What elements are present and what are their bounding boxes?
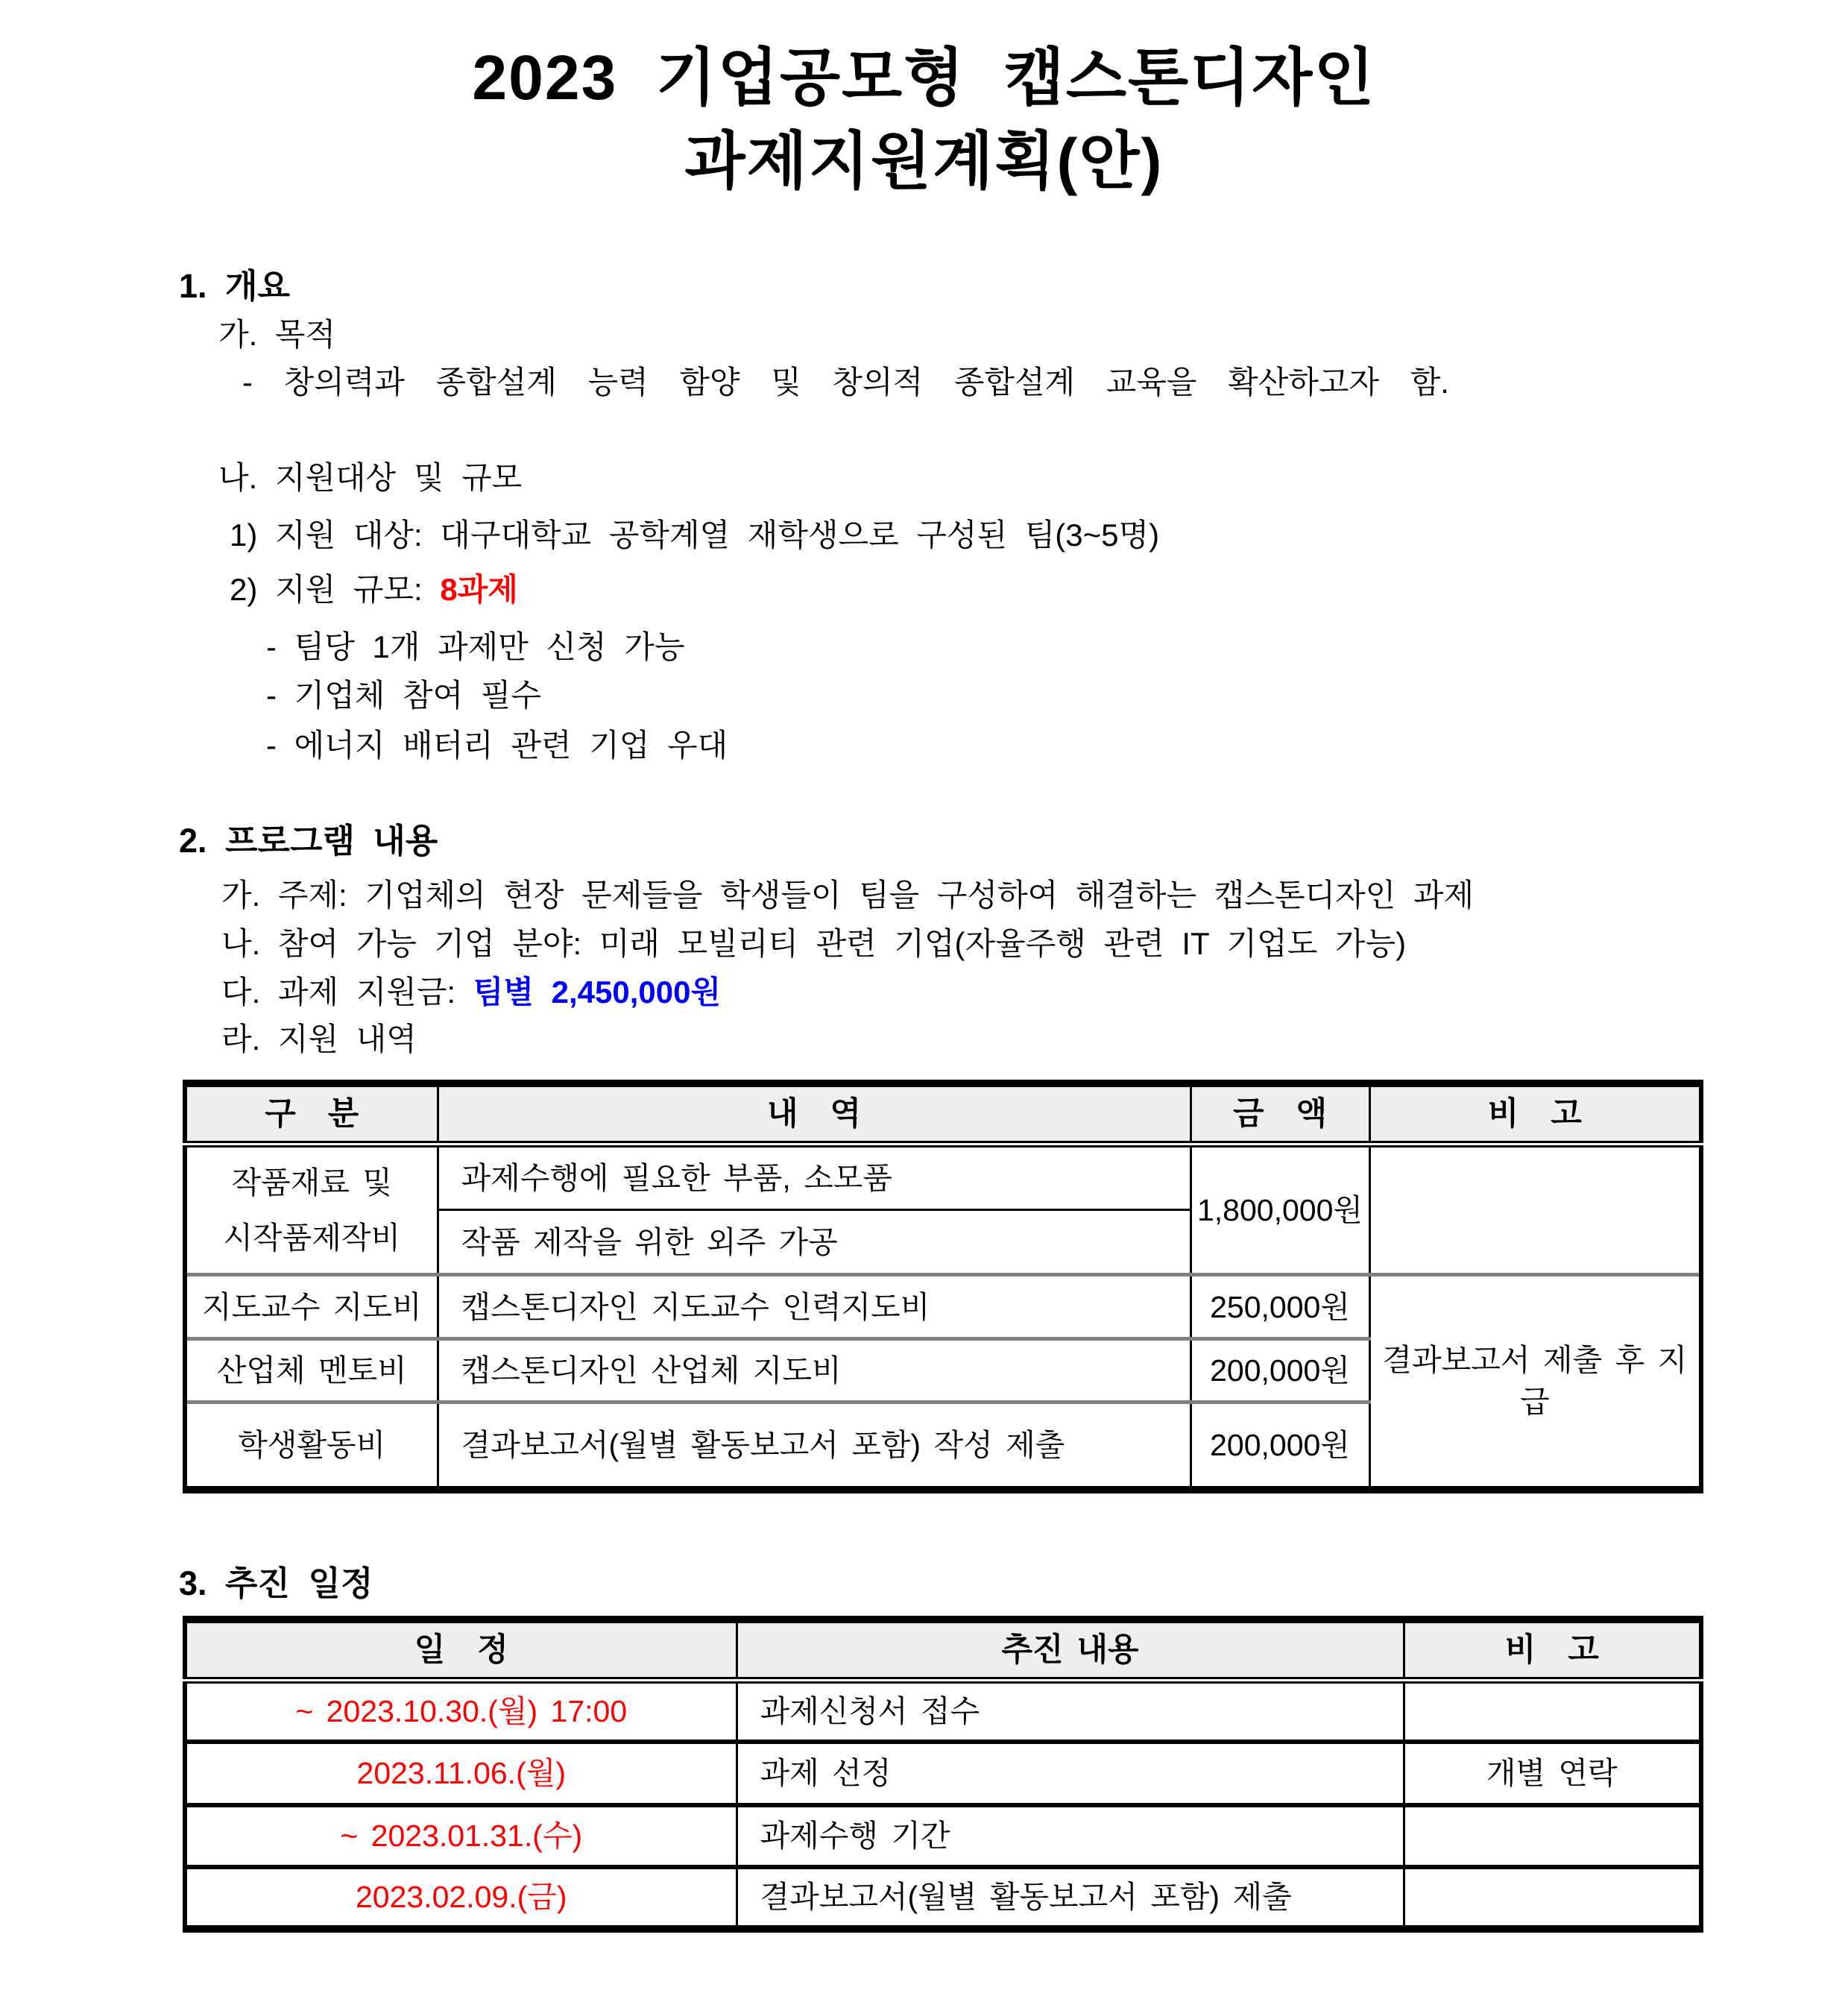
support-cell-note-empty bbox=[1369, 1145, 1701, 1275]
table-row bbox=[185, 1805, 1701, 1867]
document-title bbox=[0, 36, 1848, 203]
support-header-amount: 금 액 bbox=[1191, 1083, 1369, 1145]
program-grant-value: 팀별 2,450,000원 bbox=[473, 975, 722, 1010]
overview-bullet-1: - 팀당 1개 과제만 신청 가능 bbox=[266, 629, 685, 664]
support-cell-amount-materials: 1,800,000원 bbox=[1191, 1145, 1369, 1275]
program-field: 나. 참여 가능 기업 분야: 미래 모빌리티 관련 기업(자율주행 관련 IT 기업도 가능) bbox=[221, 926, 1407, 961]
support-cell-category-professor: 지도교수 지도비 bbox=[185, 1275, 438, 1339]
support-header-category: 구 분 bbox=[185, 1083, 438, 1145]
program-topic: 가. 주제: 기업체의 현장 문제들을 학생들이 팀을 구성하여 해결하는 캡스톤디자인 과제 bbox=[221, 878, 1475, 913]
overview-bullet-3: - 에너지 배터리 관련 기업 우대 bbox=[266, 728, 728, 763]
scale-item bbox=[230, 567, 518, 613]
support-cell-item-parts: 과제수행에 필요한 부품, 소모품 bbox=[438, 1145, 1191, 1210]
support-table-header-row bbox=[185, 1083, 1701, 1145]
section-2-heading: 2. 프로그램 내용 bbox=[179, 822, 438, 860]
document-title-line1: 2023 기업공모형 캡스톤디자인 bbox=[472, 43, 1376, 113]
schedule-header-note: 비 고 bbox=[1404, 1619, 1701, 1681]
purpose-label: 가. 목적 bbox=[218, 317, 336, 352]
support-cell-amount-mentor: 200,000원 bbox=[1191, 1339, 1369, 1403]
table-row bbox=[185, 1681, 1701, 1742]
program-detail-label: 라. 지원 내역 bbox=[221, 1021, 417, 1057]
support-cell-category-student: 학생활동비 bbox=[185, 1403, 438, 1490]
support-cell-amount-student: 200,000원 bbox=[1191, 1403, 1369, 1490]
scale-item-prefix: 2) 지원 규모: bbox=[230, 572, 441, 607]
target-label: 나. 지원대상 및 규모 bbox=[218, 460, 523, 495]
table-row bbox=[185, 1275, 1701, 1339]
purpose-text: - 창의력과 종합설계 능력 함양 및 창의적 종합설계 교육을 확산하고자 함. bbox=[242, 365, 1449, 400]
support-cell-item-student: 결과보고서(월별 활동보고서 포함) 작성 제출 bbox=[438, 1403, 1191, 1490]
schedule-cell-date-select: 2023.11.06.(월) bbox=[185, 1742, 737, 1805]
schedule-table bbox=[183, 1616, 1703, 1933]
schedule-cell-note-report bbox=[1404, 1867, 1701, 1929]
support-breakdown-table bbox=[183, 1080, 1703, 1493]
schedule-cell-content-report: 결과보고서(월별 활동보고서 포함) 제출 bbox=[737, 1867, 1404, 1929]
support-cell-item-mentor: 캡스톤디자인 산업체 지도비 bbox=[438, 1339, 1191, 1403]
target-item: 1) 지원 대상: 대구대학교 공학계열 재학생으로 구성된 팀(3~5명) bbox=[230, 517, 1160, 553]
support-cell-category-materials: 작품재료 및 시작품제작비 bbox=[223, 1165, 401, 1255]
schedule-cell-content-apply: 과제신청서 접수 bbox=[737, 1681, 1404, 1742]
schedule-cell-note-apply bbox=[1404, 1681, 1701, 1742]
overview-bullet-2: - 기업체 참여 필수 bbox=[266, 678, 541, 713]
support-header-note: 비 고 bbox=[1369, 1083, 1701, 1145]
document-title-line2: 과제지원계획(안) bbox=[684, 126, 1164, 196]
schedule-cell-content-select: 과제 선정 bbox=[737, 1742, 1404, 1805]
section-3-heading: 3. 추진 일정 bbox=[179, 1564, 373, 1602]
schedule-cell-note-select: 개별 연락 bbox=[1404, 1742, 1701, 1805]
schedule-cell-note-perform bbox=[1404, 1805, 1701, 1867]
table-row bbox=[185, 1145, 1701, 1210]
support-cell-category-mentor: 산업체 멘토비 bbox=[185, 1339, 438, 1403]
schedule-cell-date-report: 2023.02.09.(금) bbox=[185, 1867, 737, 1929]
schedule-header-date: 일 정 bbox=[185, 1619, 737, 1681]
schedule-cell-content-perform: 과제수행 기간 bbox=[737, 1805, 1404, 1867]
support-cell-amount-professor: 250,000원 bbox=[1191, 1275, 1369, 1339]
scale-item-value: 8과제 bbox=[440, 572, 518, 607]
program-grant bbox=[221, 969, 721, 1016]
schedule-header-content: 추진 내용 bbox=[737, 1619, 1404, 1681]
schedule-cell-date-perform: ~ 2023.01.31.(수) bbox=[185, 1805, 737, 1867]
support-cell-item-outsourcing: 작품 제작을 위한 외주 가공 bbox=[438, 1210, 1191, 1275]
schedule-cell-date-apply: ~ 2023.10.30.(월) 17:00 bbox=[185, 1681, 737, 1742]
program-grant-prefix: 다. 과제 지원금: bbox=[221, 975, 473, 1010]
table-row bbox=[185, 1867, 1701, 1929]
table-row bbox=[185, 1742, 1701, 1805]
support-header-item: 내 역 bbox=[438, 1083, 1191, 1145]
support-cell-note-merged: 결과보고서 제출 후 지급 bbox=[1369, 1275, 1701, 1490]
schedule-table-header-row bbox=[185, 1619, 1701, 1681]
support-cell-item-professor: 캡스톤디자인 지도교수 인력지도비 bbox=[438, 1275, 1191, 1339]
section-1-heading: 1. 개요 bbox=[179, 267, 290, 305]
